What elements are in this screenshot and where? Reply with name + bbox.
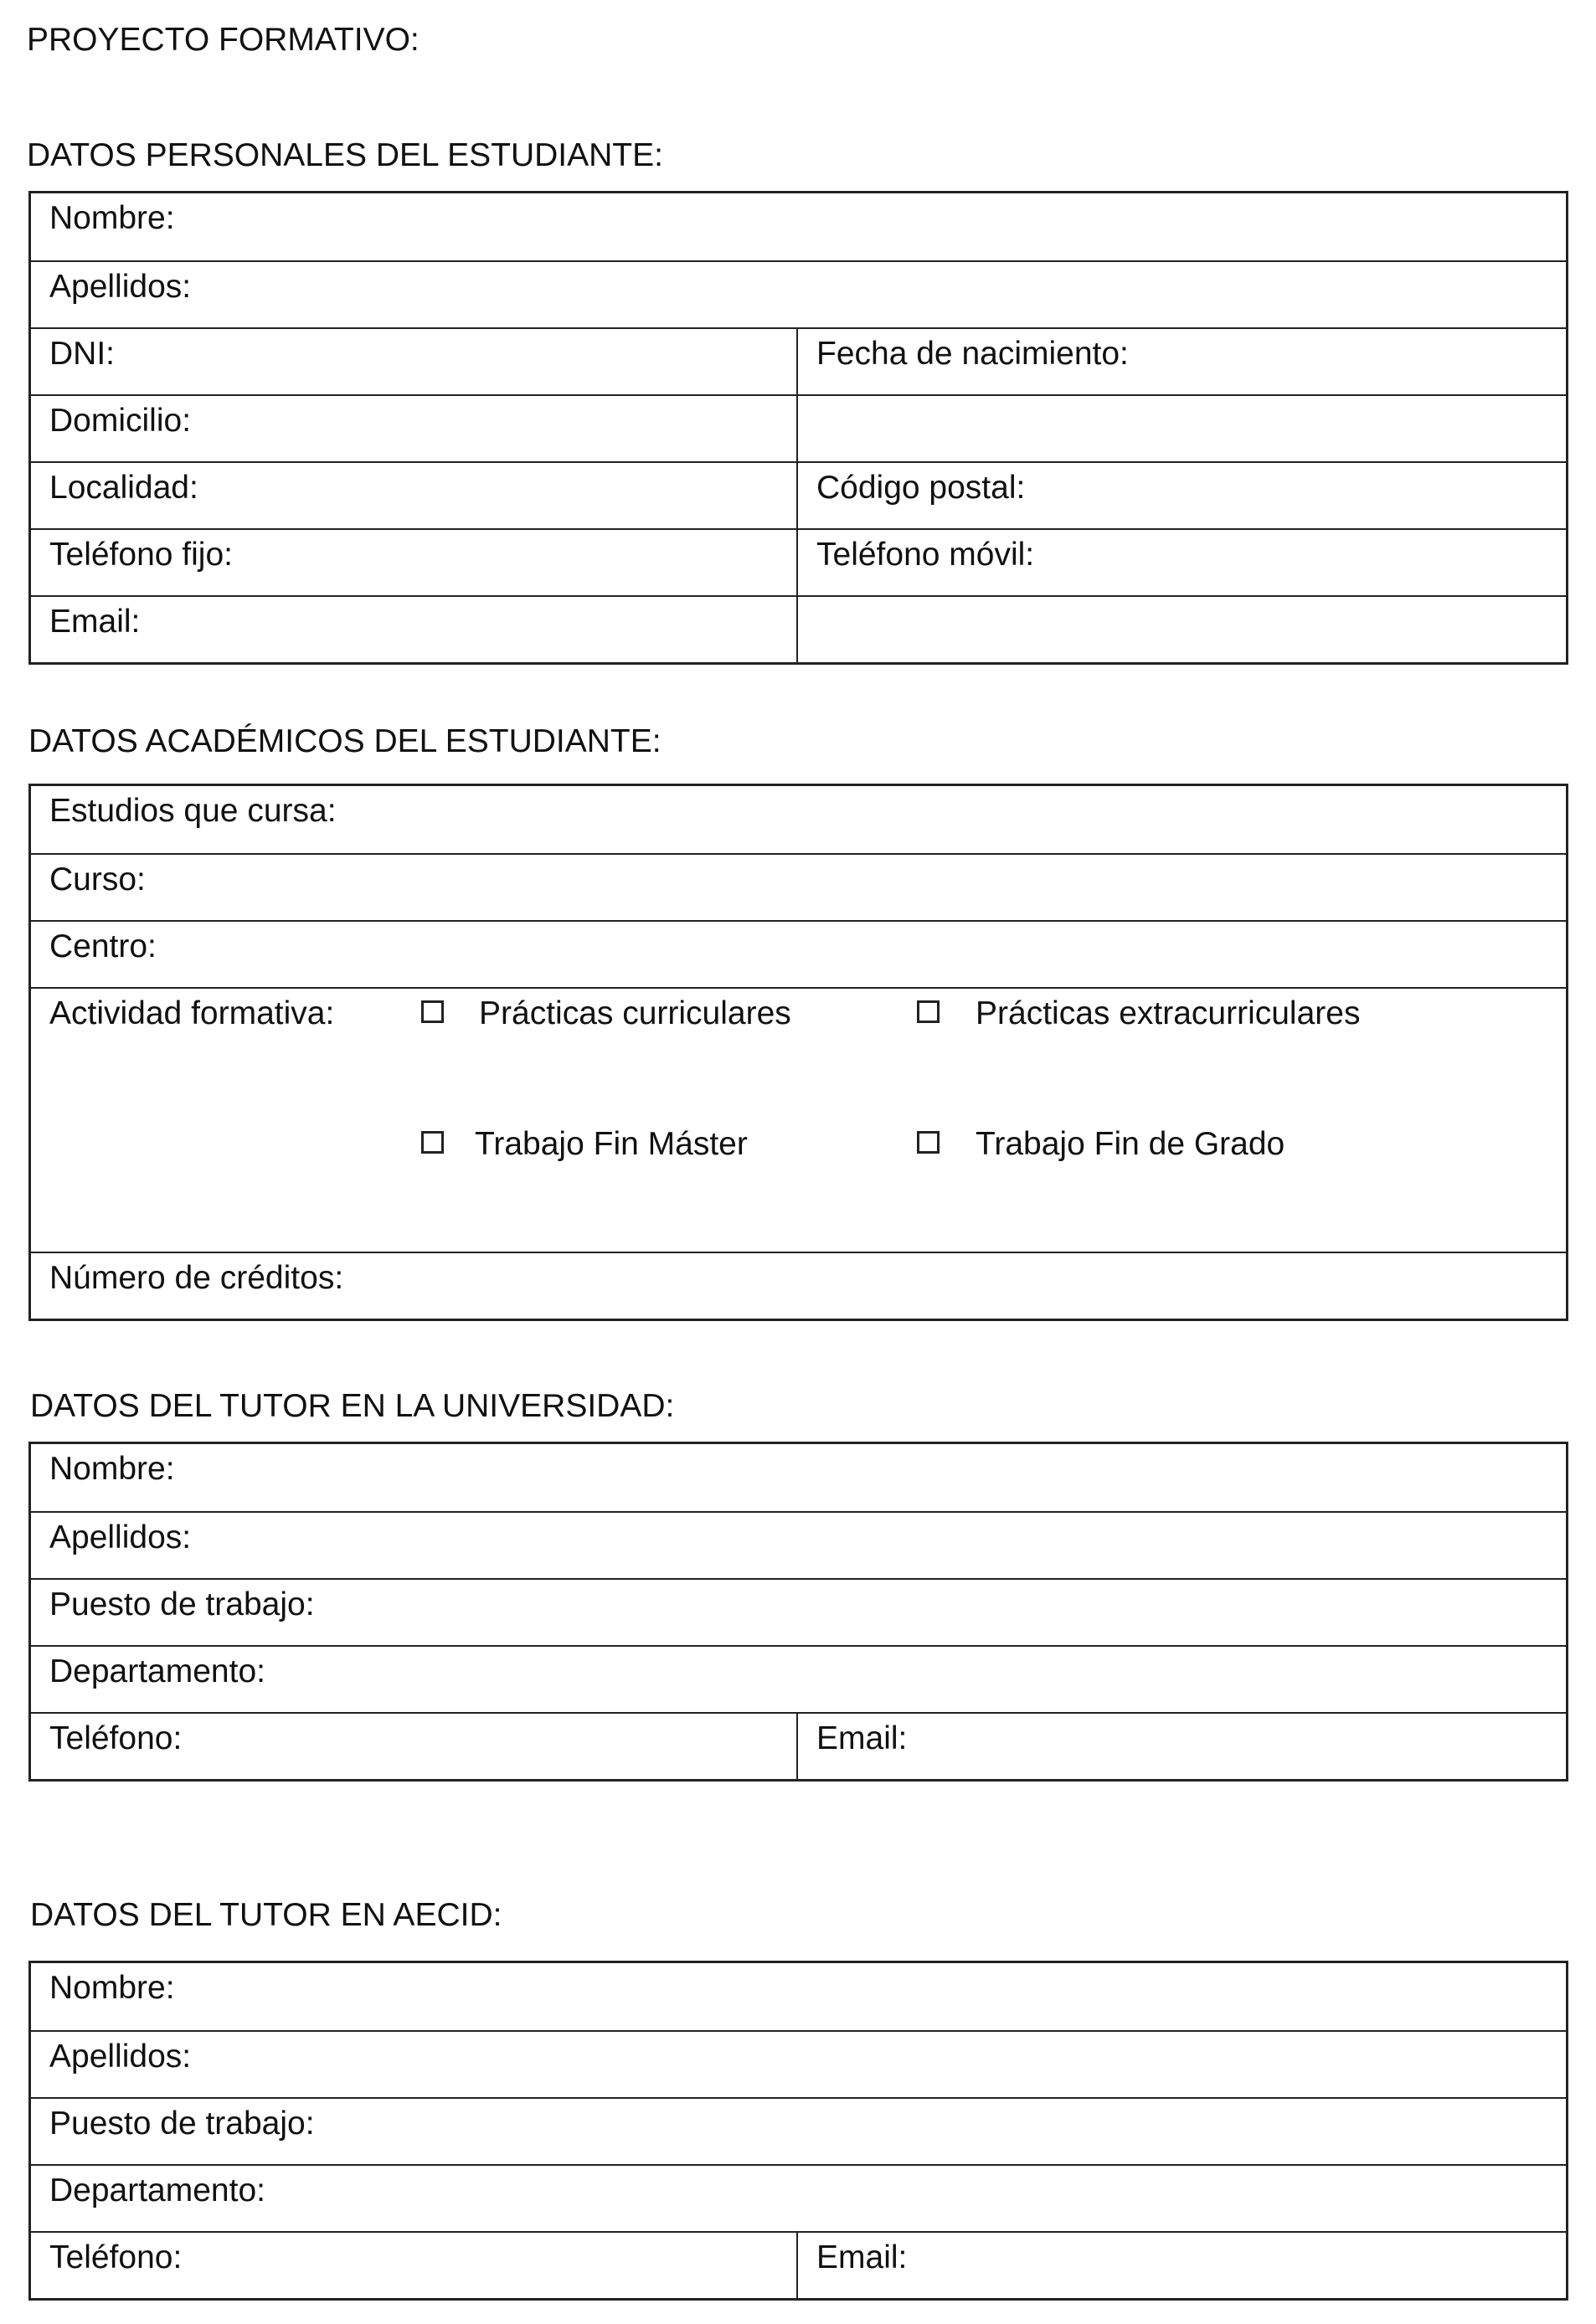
empty-cell[interactable] bbox=[798, 396, 1566, 461]
aecid-tutor-heading: DATOS DEL TUTOR EN AECID: bbox=[30, 1897, 502, 1933]
table-row bbox=[31, 1252, 1566, 1319]
actividad-formativa-label: Actividad formativa: bbox=[49, 995, 335, 1031]
codigo-postal-field[interactable]: Código postal: bbox=[816, 470, 1026, 506]
trabajo-fin-grado-checkbox[interactable] bbox=[917, 1131, 940, 1154]
table-row bbox=[31, 2164, 1566, 2231]
aecid-tutor-table bbox=[28, 1961, 1568, 2301]
academic-data-table bbox=[28, 784, 1568, 1321]
table-row bbox=[31, 1511, 1566, 1578]
telefono-fijo-field[interactable]: Teléfono fijo: bbox=[31, 530, 798, 595]
apellidos-field[interactable]: Apellidos: bbox=[49, 269, 192, 305]
table-row bbox=[31, 1712, 1566, 1779]
localidad-field[interactable]: Localidad: bbox=[31, 463, 798, 528]
table-row bbox=[31, 595, 1566, 662]
table-row bbox=[31, 1578, 1566, 1645]
estudios-field[interactable]: Estudios que cursa: bbox=[49, 793, 337, 829]
creditos-field[interactable]: Número de créditos: bbox=[49, 1260, 344, 1296]
fecha-nacimiento-field[interactable]: Fecha de nacimiento: bbox=[816, 336, 1129, 372]
tutor-aecid-departamento-field[interactable]: Departamento: bbox=[49, 2172, 265, 2208]
university-tutor-heading: DATOS DEL TUTOR EN LA UNIVERSIDAD: bbox=[30, 1388, 675, 1424]
telefono-movil-field[interactable]: Teléfono móvil: bbox=[816, 537, 1035, 573]
tutor-aecid-apellidos-field[interactable]: Apellidos: bbox=[49, 2039, 192, 2075]
table-row bbox=[31, 1444, 1566, 1511]
tutor-aecid-puesto-field[interactable]: Puesto de trabajo: bbox=[49, 2105, 315, 2141]
actividad-formativa-row bbox=[31, 987, 1566, 1252]
table-row bbox=[31, 327, 1566, 394]
document-title: PROYECTO FORMATIVO: bbox=[27, 22, 420, 58]
tutor-univ-puesto-field[interactable]: Puesto de trabajo: bbox=[49, 1586, 315, 1622]
tutor-univ-email-field[interactable]: Email: bbox=[816, 1720, 908, 1756]
table-row bbox=[31, 2097, 1566, 2164]
tutor-univ-nombre-field[interactable]: Nombre: bbox=[49, 1451, 175, 1487]
curso-field[interactable]: Curso: bbox=[49, 861, 146, 897]
tutor-univ-departamento-field[interactable]: Departamento: bbox=[49, 1653, 265, 1689]
table-row bbox=[31, 1645, 1566, 1712]
table-row bbox=[31, 2030, 1566, 2097]
trabajo-fin-master-checkbox[interactable] bbox=[421, 1131, 444, 1154]
empty-cell[interactable] bbox=[798, 597, 1566, 662]
table-row bbox=[31, 1963, 1566, 2030]
university-tutor-table bbox=[28, 1442, 1568, 1782]
nombre-field[interactable]: Nombre: bbox=[49, 200, 175, 236]
personal-data-table bbox=[28, 191, 1568, 665]
table-row bbox=[31, 786, 1566, 853]
table-row bbox=[31, 528, 1566, 595]
tutor-univ-apellidos-field[interactable]: Apellidos: bbox=[49, 1519, 192, 1555]
tutor-aecid-telefono-field[interactable]: Teléfono: bbox=[31, 2233, 798, 2298]
trabajo-fin-grado-label: Trabajo Fin de Grado bbox=[976, 1126, 1285, 1162]
practicas-extracurriculares-label: Prácticas extracurriculares bbox=[976, 995, 1361, 1031]
email-field[interactable]: Email: bbox=[31, 597, 798, 662]
practicas-curriculares-label: Prácticas curriculares bbox=[479, 995, 791, 1031]
practicas-curriculares-checkbox[interactable] bbox=[421, 1000, 444, 1023]
domicilio-field[interactable]: Domicilio: bbox=[31, 396, 798, 461]
centro-field[interactable]: Centro: bbox=[49, 928, 157, 964]
table-row bbox=[31, 260, 1566, 327]
tutor-aecid-nombre-field[interactable]: Nombre: bbox=[49, 1970, 175, 2006]
personal-data-heading: DATOS PERSONALES DEL ESTUDIANTE: bbox=[27, 137, 663, 173]
tutor-aecid-email-field[interactable]: Email: bbox=[816, 2239, 908, 2275]
table-row bbox=[31, 461, 1566, 528]
practicas-extracurriculares-checkbox[interactable] bbox=[917, 1000, 940, 1023]
table-row bbox=[31, 853, 1566, 920]
academic-data-heading: DATOS ACADÉMICOS DEL ESTUDIANTE: bbox=[28, 723, 662, 759]
dni-field[interactable]: DNI: bbox=[31, 329, 798, 394]
table-row bbox=[31, 2231, 1566, 2298]
tutor-univ-telefono-field[interactable]: Teléfono: bbox=[31, 1714, 798, 1779]
table-row bbox=[31, 394, 1566, 461]
trabajo-fin-master-label: Trabajo Fin Máster bbox=[475, 1126, 748, 1162]
table-row bbox=[31, 920, 1566, 987]
table-row bbox=[31, 193, 1566, 260]
